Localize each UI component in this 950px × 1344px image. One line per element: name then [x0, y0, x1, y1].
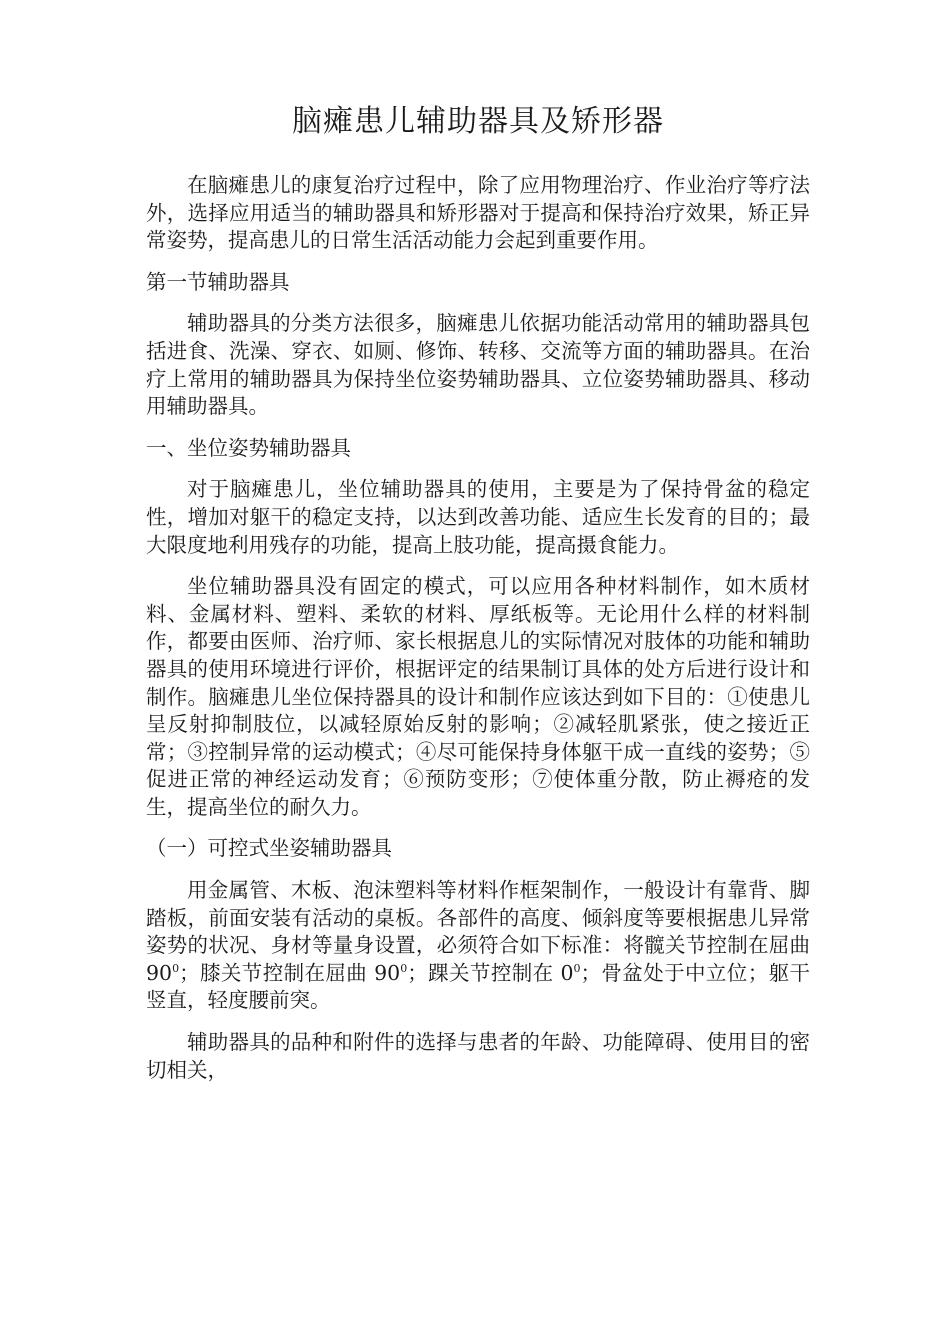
- document-title: 脑瘫患儿辅助器具及矫形器: [292, 104, 664, 139]
- text-run: ；踝关节控制在 0: [407, 960, 574, 985]
- paragraph-sitting-aids-purpose: 对于脑瘫患儿，坐位辅助器具的使用，主要是为了保持骨盆的稳定性，增加对躯干的稳定支持，以达到改善功能、适应生长发育的目的；最大限度地利用残存的功能，提高上肢功能，提高摄食能力。: [146, 477, 810, 557]
- superscript: 0: [573, 962, 581, 976]
- subsection-heading-sitting-aids: 一、坐位姿势辅助器具: [146, 435, 351, 460]
- subsection-heading-controllable-seat: （一）可控式坐姿辅助器具: [146, 836, 392, 861]
- paragraph-aids-classification: 辅助器具的分类方法很多，脑瘫患儿依据功能活动常用的辅助器具包括进食、洗澡、穿衣、如厕、修饰、转移、交流等方面的辅助器具。在治疗上常用的辅助器具为保持坐位姿势辅助器具、立位姿势辅助器具、移动用辅助器具。: [146, 311, 810, 419]
- paragraph-sitting-aids-design: 坐位辅助器具没有固定的模式，可以应用各种材料制作，如木质材料、金属材料、塑料、柔软的材料、厚纸板等。无论用什么样的材料制作，都要由医师、治疗师、家长根据息儿的实际情况对肢体的功能和辅助器具的使用环境进行评价，根据评定的结果制订具体的处方后进行设计和制作。脑瘫患儿坐位保持器具的设计和制作应该达到如下目的：①使患儿呈反射抑制肢位，以减轻原始反射的影响；②减轻肌紧张，使之接近正常；③控制异常的运动模式；④尽可能保持身体躯干成一直线的姿势；⑤促进正常的神经运动发育；⑥预防变形；⑦使体重分散，防止褥疮的发生，提高坐位的耐久力。: [146, 574, 810, 819]
- paragraph-controllable-seat: [146, 877, 810, 1015]
- text-run: ；膝关节控制在屈曲 90: [179, 960, 401, 985]
- text-run: 用金属管、木板、泡沫塑料等材料作框架制作，一般设计有靠背、脚踏板，前面安装有活动的桌板。各部件的高度、倾斜度等要根据患儿异常姿势的状况、身材等量身设置，必须符合如下标准：将髋关节控制在屈曲 90: [146, 878, 810, 985]
- section-heading-1: 第一节辅助器具: [146, 269, 290, 294]
- superscript: 0: [172, 962, 180, 976]
- text-run: ；骨盆处于中立位；躯干竖直，轻度腰前突。: [146, 960, 811, 1013]
- superscript: 0: [400, 962, 408, 976]
- paragraph-intro: 在脑瘫患儿的康复治疗过程中，除了应用物理治疗、作业治疗等疗法外，选择应用适当的辅助器具和矫形器对于提高和保持治疗效果，矫正异常姿势，提高患儿的日常生活活动能力会起到重要作用。: [146, 173, 810, 253]
- paragraph-aids-selection: 辅助器具的品种和附件的选择与患者的年龄、功能障碍、使用目的密切相关，: [146, 1030, 810, 1082]
